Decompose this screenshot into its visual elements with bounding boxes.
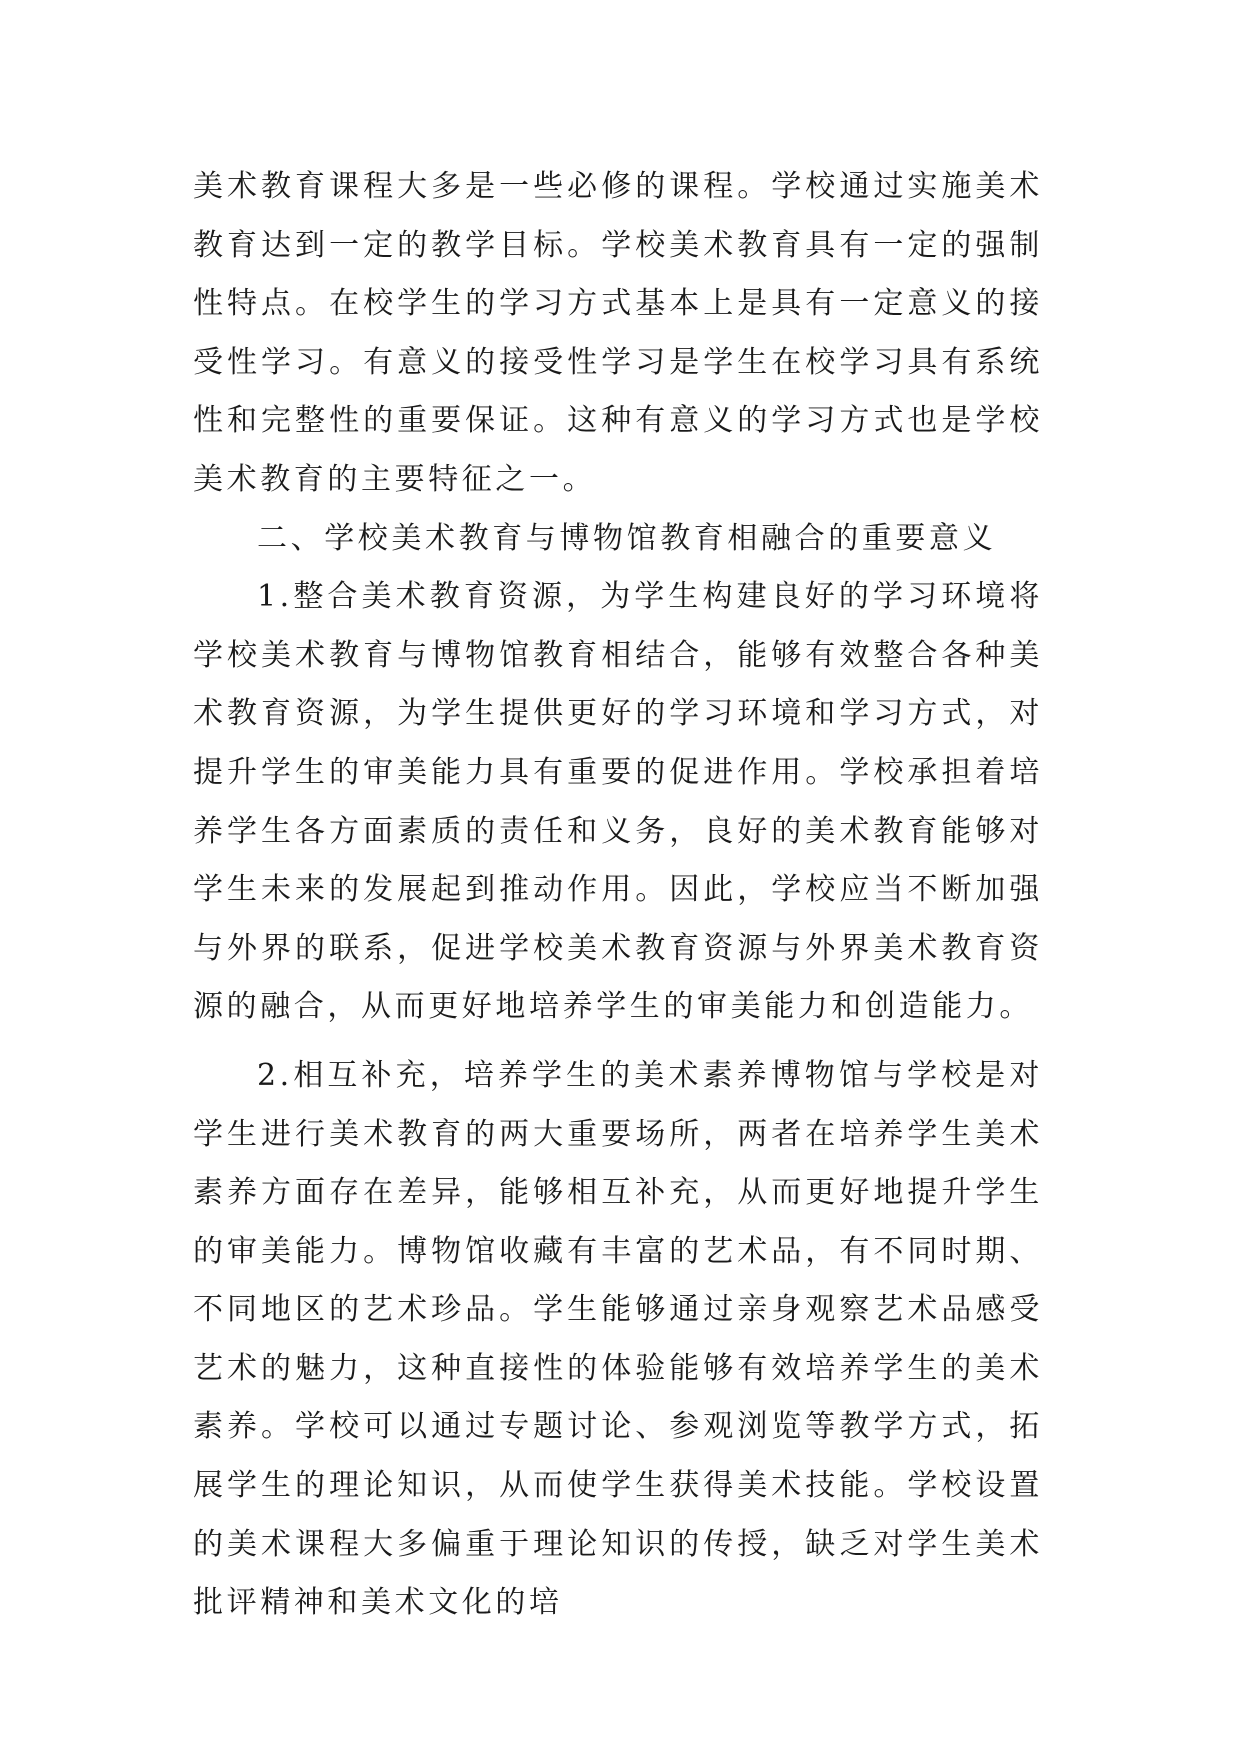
document-page (193, 158, 1043, 1633)
body-paragraph-2: 1.整合美术教育资源，为学生构建良好的学习环境将学校美术教育与博物馆教育相结合，能够有效整合各种美术教育资源，为学生提供更好的学习环境和学习方式，对提升学生的审美能力具有重要的促进作用。学校承担着培养学生各方面素质的责任和义务，良好的美术教育能够对学生未来的发展起到推动作用。因此，学校应当不断加强与外界的联系，促进学校美术教育资源与外界美术教育资源的融合，从而更好地培养学生的审美能力和创造能力。 (193, 579, 1043, 1025)
section-heading: 二、学校美术教育与博物馆教育相融合的重要意义 (257, 520, 997, 556)
body-paragraph-3: 2.相互补充，培养学生的美术素养博物馆与学校是对学生进行美术教育的两大重要场所，两者在培养学生美术素养方面存在差异，能够相互补充，从而更好地提升学生的审美能力。博物馆收藏有丰富的艺术品，有不同时期、不同地区的艺术珍品。学生能够通过亲身观察艺术品感受艺术的魅力，这种直接性的体验能够有效培养学生的美术素养。学校可以通过专题讨论、参观浏览等教学方式，拓展学生的理论知识，从而使学生获得美术技能。学校设置的美术课程大多偏重于理论知识的传授，缺乏对学生美术批评精神和美术文化的培 (193, 1057, 1043, 1621)
body-paragraph-1: 美术教育课程大多是一些必修的课程。学校通过实施美术教育达到一定的教学目标。学校美术教育具有一定的强制性特点。在校学生的学习方式基本上是具有一定意义的接受性学习。有意义的接受性学习是学生在校学习具有系统性和完整性的重要保证。这种有意义的学习方式也是学校美术教育的主要特征之一。 (193, 169, 1043, 497)
